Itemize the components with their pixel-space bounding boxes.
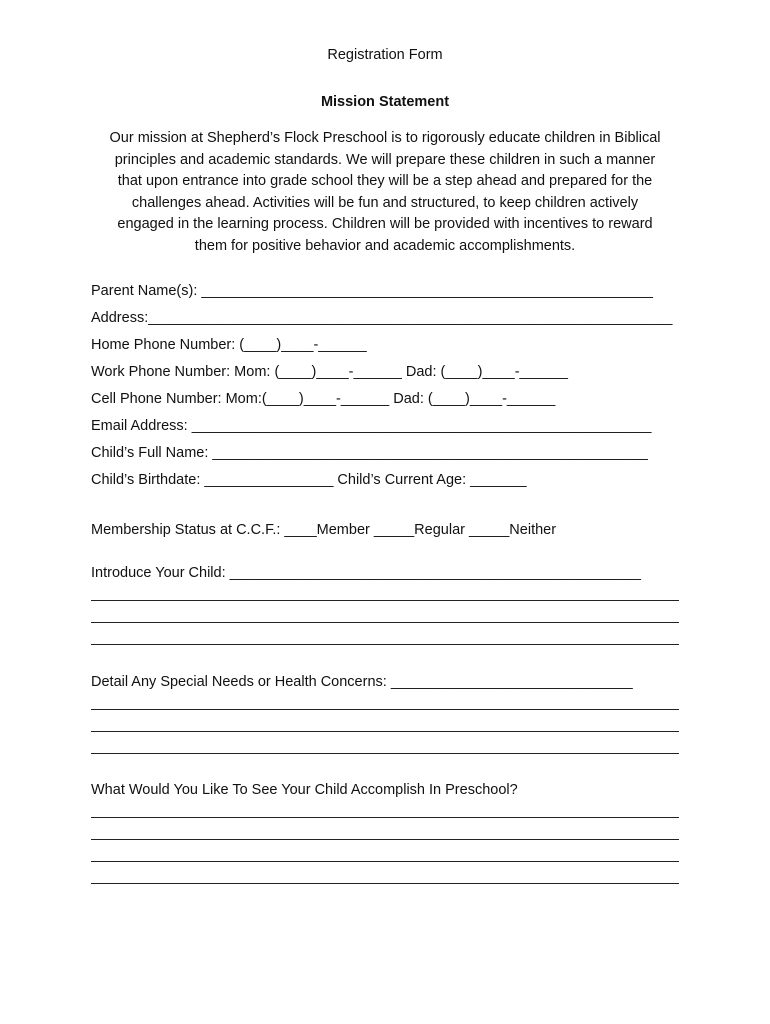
introduce-child-blank-line[interactable] bbox=[91, 600, 679, 601]
special-needs-blank-line[interactable] bbox=[91, 709, 679, 710]
introduce-child-blank-line[interactable] bbox=[91, 622, 679, 623]
child-full-name-field[interactable]: Child’s Full Name: ______________________________________________________ bbox=[91, 445, 648, 461]
child-birthdate-age-field[interactable]: Child’s Birthdate: ________________ Child’s Current Age: _______ bbox=[91, 472, 527, 488]
mission-line: them for positive behavior and academic accomplishments. bbox=[194, 237, 576, 254]
mission-line: challenges ahead. Activities will be fun and structured, to keep children actively bbox=[131, 194, 639, 211]
work-phone-field[interactable]: Work Phone Number: Mom: (____)____-______ Dad: (____)____-______ bbox=[91, 364, 568, 380]
introduce-child-blank-line[interactable] bbox=[91, 644, 679, 645]
mission-line: principles and academic standards. We will prepare these children in such a manner bbox=[114, 151, 656, 168]
mission-line: that upon entrance into grade school they will be a step ahead and prepared for the bbox=[117, 173, 653, 190]
special-needs-field[interactable]: Detail Any Special Needs or Health Concerns: ______________________________ bbox=[91, 674, 633, 690]
cell-phone-field[interactable]: Cell Phone Number: Mom:(____)____-______ Dad: (____)____-______ bbox=[91, 391, 556, 407]
accomplish-blank-line[interactable] bbox=[91, 839, 679, 840]
special-needs-blank-line[interactable] bbox=[91, 753, 679, 754]
membership-status-field[interactable]: Membership Status at C.C.F.: ____Member _____Regular _____Neither bbox=[91, 522, 557, 538]
mission-line: Our mission at Shepherd’s Flock Preschool is to rigorously educate children in Biblical bbox=[109, 130, 661, 146]
introduce-child-field[interactable]: Introduce Your Child: ___________________________________________________ bbox=[91, 565, 641, 581]
mission-statement-text bbox=[90, 128, 680, 258]
mission-line: engaged in the learning process. Children will be provided with incentives to reward bbox=[117, 216, 653, 233]
parent-name-field[interactable]: Parent Name(s): ________________________________________________________ bbox=[91, 283, 653, 299]
email-field[interactable]: Email Address: _________________________________________________________ bbox=[91, 418, 652, 434]
accomplish-blank-line[interactable] bbox=[91, 861, 679, 862]
mission-statement-heading: Mission Statement bbox=[320, 94, 450, 110]
home-phone-field[interactable]: Home Phone Number: (____)____-______ bbox=[91, 337, 367, 353]
accomplish-blank-line[interactable] bbox=[91, 817, 679, 818]
special-needs-blank-line[interactable] bbox=[91, 731, 679, 732]
form-title: Registration Form bbox=[327, 47, 443, 63]
accomplish-blank-line[interactable] bbox=[91, 883, 679, 884]
accomplish-question: What Would You Like To See Your Child Accomplish In Preschool? bbox=[91, 782, 518, 798]
address-field[interactable]: Address:_________________________________________________________________ bbox=[91, 310, 673, 326]
